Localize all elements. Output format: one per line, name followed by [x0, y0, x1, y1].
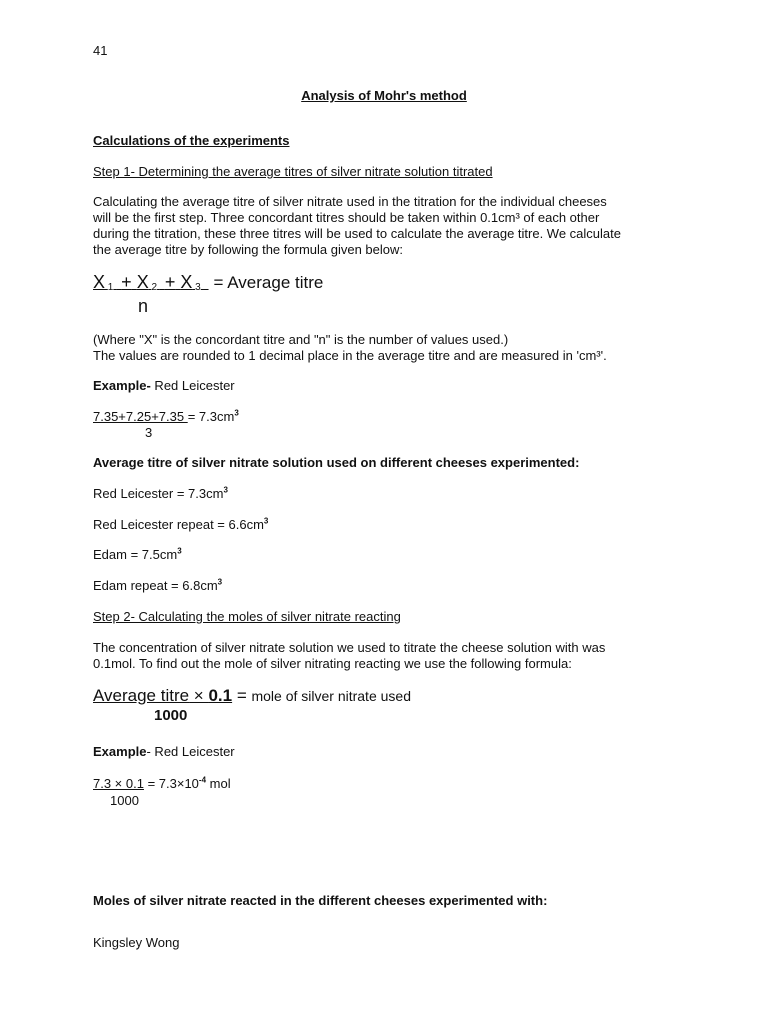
step1-para-line: Calculating the average titre of silver nitrate used in the titration for the individual cheeses [93, 194, 607, 209]
average-titre-heading: Average titre of silver nitrate solution used on different cheeses experimented: [93, 455, 580, 470]
step1-paragraph [93, 194, 683, 258]
example-2-calculation: $7.3 \times 0.1 = 7.3\times 10^{-4}$ mol [93, 775, 231, 791]
step1-heading: Step 1- Determining the average titres of silver nitrate solution titrated [93, 164, 493, 179]
author-footer: Kingsley Wong [93, 935, 180, 950]
section-heading: Calculations of the experiments [93, 133, 290, 148]
result-edam: Edam = $7.5cm^3$ [93, 546, 182, 562]
example-1-denominator: 3 [145, 425, 153, 440]
formula-equals-text: = Average titre [213, 273, 324, 292]
step2-para-line: The concentration of silver nitrate solution we used to titrate the cheese solution with was [93, 640, 606, 655]
formula-denominator: n [138, 296, 149, 316]
example-1-calculation: $7.35+7.25+7.35 = 7.3cm^3$ [93, 408, 239, 424]
step2-heading: Step 2- Calculating the moles of silver nitrate reacting [93, 609, 401, 624]
page-number: 41 [93, 43, 108, 58]
moles-heading: Moles of silver nitrate reacted in the different cheeses experimented with: [93, 893, 548, 908]
formula-numerator: X $_1$ + X $_2$ + X $_3$ [93, 272, 201, 293]
result-edam-repeat: Edam repeat = $6.8cm^3$ [93, 577, 223, 593]
step2-para-line: 0.1mol. To find out the mole of silver nitrating reacting we use the following formula: [93, 656, 572, 671]
result-red-leicester: Red Leicester = $7.3cm^3$ [93, 485, 228, 501]
step1-para-line: the average titre by following the formula given below: [93, 242, 404, 257]
example-2-denominator: 1000 [110, 793, 139, 808]
moles-formula-numerator: Average titre × 0.1 [93, 686, 233, 705]
step1-para-line: will be the first step. Three concordant titres should be taken within 0.1cm³ of each other [93, 210, 600, 225]
example-1: Example- Red Leicester [93, 378, 235, 393]
moles-formula-denominator: 1000 [154, 707, 188, 724]
example-2: Example- Red Leicester [93, 744, 235, 759]
moles-formula: Average titre × 0.1 = mole of silver nitrate used [93, 686, 411, 705]
step1-para-line: during the titration, these three titres will be used to calculate the average titre. We calculate [93, 226, 621, 241]
average-titre-formula [93, 272, 323, 293]
formula-note: (Where "X" is the concordant titre and "n" is the number of values used.) [93, 332, 509, 347]
step2-paragraph [93, 640, 683, 672]
page-title: Analysis of Mohr's method [301, 88, 467, 103]
rounding-note: The values are rounded to 1 decimal place in the average titre and are measured in 'cm³'. [93, 348, 607, 363]
result-red-leicester-repeat: Red Leicester repeat = $6.6cm^3$ [93, 516, 269, 532]
